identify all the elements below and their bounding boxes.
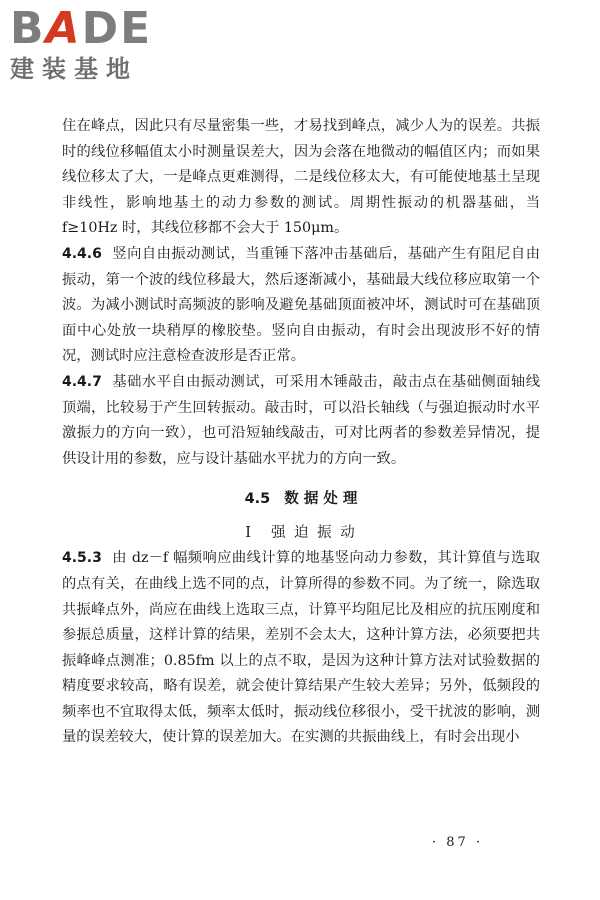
clause-text-4-5-3: 由 dz－f 幅频响应曲线计算的地基竖向动力参数，其计算值与选取的点有关，在曲线上选不同的点，计算所得的参数不同。为了统一，除选取共振峰点外，尚应在曲线上选取三点，计算平均阻尼比及相应的抗压刚度和参振总质量，这样计算的结果，差别不会太大，这种计算方法，必须要把共振峰峰点测准；0.85fm 以上的点不取，是因为这种计算方法对试验数据的精度要求较高，略有误差，就会使计算结果产生较大差异；另外，低频段的频率也不宜取得太低，频率太低时，振动线位移很小，受干扰波的影响，测量的误差较大，使计算的误差加大。在实测的共振曲线上，有时会出现小 — [62, 550, 540, 746]
clause-text-4-4-6: 竖向自由振动测试，当重锤下落冲击基础后，基础产生有阻尼自由振动，第一个波的线位移最大，然后逐渐减小，基础最大线位移应取第一个波。为减小测试时高频波的影响及避免基础顶面被冲坏，测试时可在基础顶面中心处放一块稍厚的橡胶垫。竖向自由振动，有时会出现波形不好的情况，测试时应注意检查波形是否正常。 — [62, 245, 540, 365]
paragraph-continuation: 住在峰点，因此只有尽量密集一些，才易找到峰点，减少人为的误差。共振时的线位移幅值太小时测量误差大，因为会落在地微动的幅值区内；而如果线位移太了大，一是峰点更难测得，二是线位移太大，有可能使地基土呈现非线性，影响地基土的动力参数的测试。周期性振动的机器基础，当 f≥10Hz 时，其线位移都不会大于 150μm。 — [62, 118, 540, 237]
clause-number-4-5-3: 4.5.3 — [62, 550, 102, 567]
page-body — [62, 114, 540, 751]
clause-text-4-4-7: 基础水平自由振动测试，可采用木锤敲击，敲击点在基础侧面轴线顶端，比较易于产生回转振动。敲击时，可以沿长轴线（与强迫振动时水平激振力的方向一致），也可沿短轴线敲击，可对比两者的参数差异情况，提供设计用的参数，应与设计基础水平扰力的方向一致。 — [62, 373, 540, 467]
clause-number-4-4-6: 4.4.6 — [62, 245, 102, 262]
logo-subtitle: 建装基地 — [10, 55, 138, 83]
page-number: · 87 · — [432, 835, 484, 850]
logo-letter-b: B — [10, 3, 46, 54]
logo-letters-de: DE — [81, 3, 153, 54]
section-heading — [62, 486, 540, 512]
clause-number-4-4-7: 4.4.7 — [62, 373, 102, 390]
subsection-heading — [62, 520, 540, 546]
paragraph-4-4-6 — [62, 242, 540, 370]
logo-wordmark — [10, 3, 175, 54]
logo-letter-a: A — [45, 3, 82, 54]
subsection-roman: Ⅰ — [245, 525, 253, 542]
section-title: 数 据 处 理 — [284, 491, 358, 508]
brand-logo — [10, 3, 175, 84]
paragraph-4-5-3 — [62, 546, 540, 751]
paragraph-4-4-7 — [62, 370, 540, 472]
subsection-title: 强 迫 振 动 — [270, 525, 357, 542]
section-number: 4.5 — [244, 491, 271, 508]
